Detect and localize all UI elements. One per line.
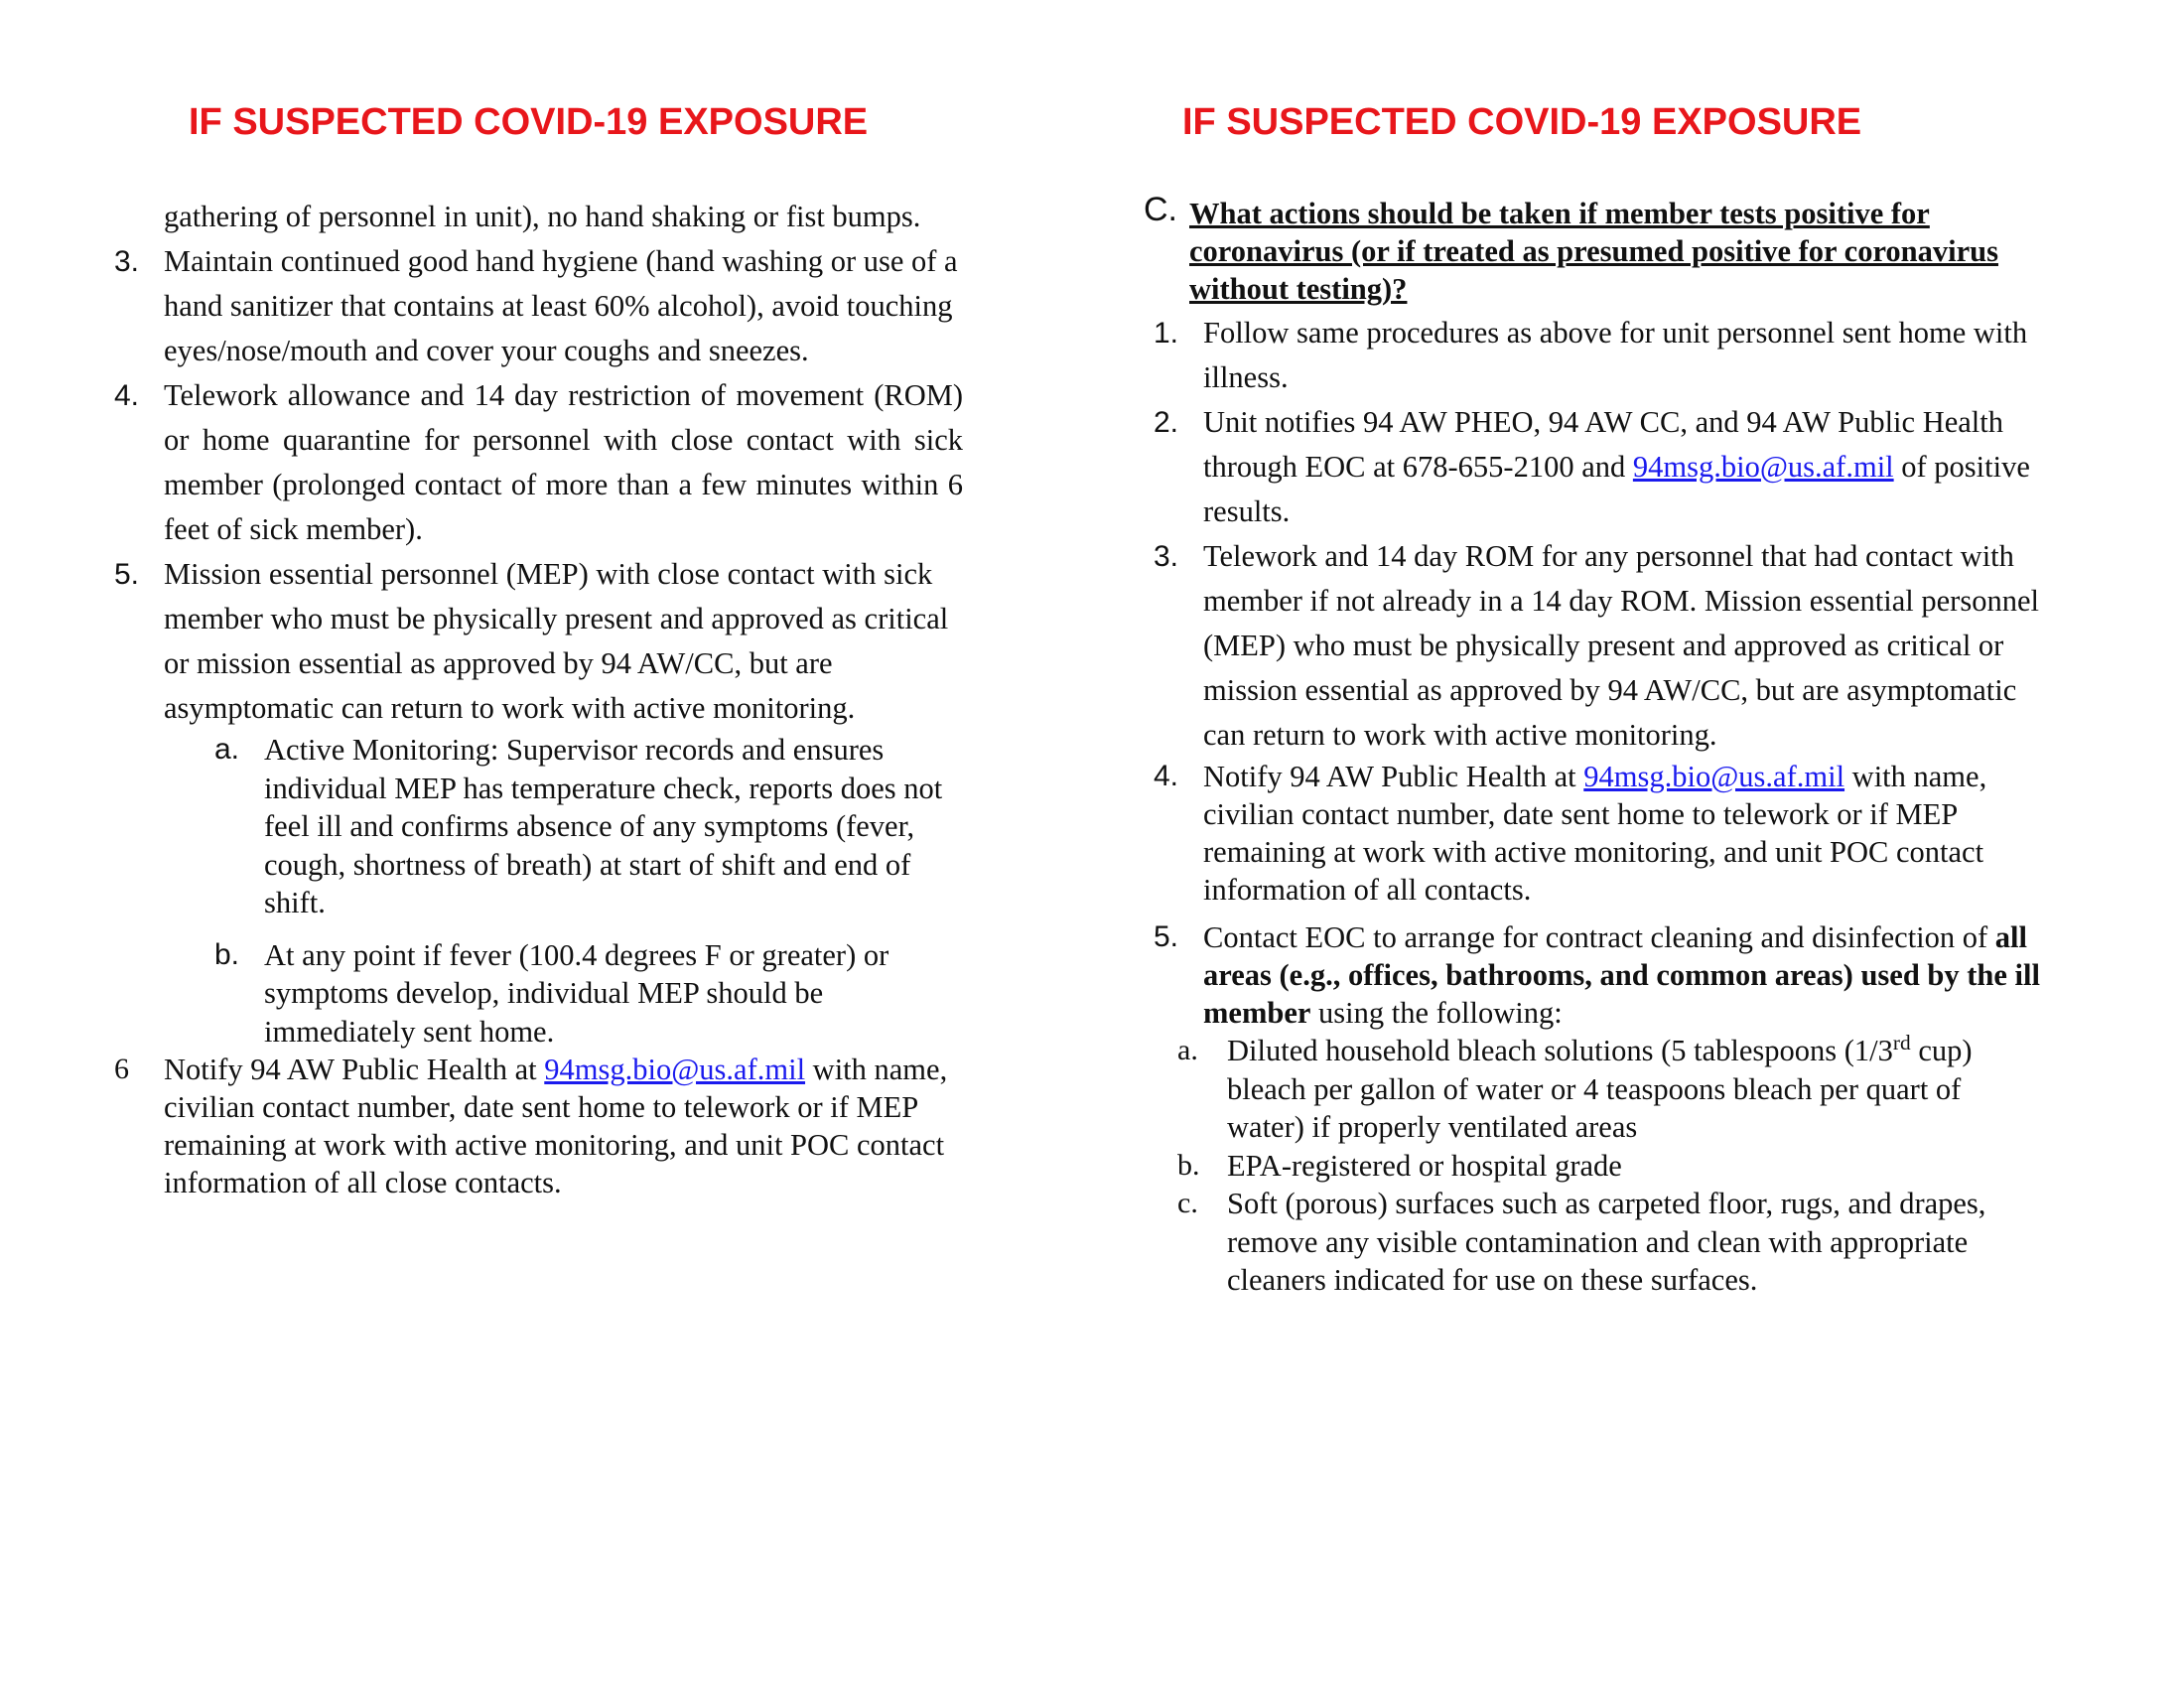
sublist-item-b — [214, 936, 963, 1052]
list-number: 4. — [114, 379, 140, 412]
list-number: 3. — [1154, 540, 1179, 573]
right-list — [1154, 311, 2045, 1300]
list-number: 2. — [1154, 406, 1179, 439]
list-number: 3. — [114, 245, 140, 278]
sublist-letter: c. — [1177, 1187, 1198, 1219]
list-number: 6 — [114, 1053, 129, 1085]
continuation-text-content: gathering of personnel in unit), no hand shaking or fist bumps. — [164, 200, 921, 233]
superscript-rd: rd — [1892, 1030, 1911, 1055]
list-item-text: Follow same procedures as above for unit personnel sent home with illness. — [1203, 316, 2028, 394]
list-number: 5. — [114, 558, 140, 591]
list-item-text: Telework and 14 day ROM for any personnel that had contact with member if not already in a 14 day ROM. Mission essential personnel (MEP) who must be physically present and approved as critical or mission essential as approved by 94 AW/CC, but are asymptomatic can return to work with active monitoring. — [1203, 539, 2039, 752]
sublist-item-text: Soft (porous) surfaces such as carpeted floor, rugs, and drapes, remove any visible contamination and clean with appropriate cleaners indicated for use on these surfaces. — [1227, 1187, 1986, 1297]
email-link[interactable]: 94msg.bio@us.af.mil — [1632, 450, 1894, 484]
sublist-item-text: At any point if fever (100.4 degrees F or greater) or symptoms develop, individual MEP should be immediately sent home. — [264, 937, 889, 1049]
sublist-item-text: Active Monitoring: Supervisor records and ensures individual MEP has temperature check, reports does not feel ill and confirms absence of any symptoms (fever, cough, shortness of breath) at start of shift and end of shift. — [264, 733, 943, 919]
continuation-text — [114, 195, 963, 239]
right-heading: IF SUSPECTED COVID-19 EXPOSURE — [1182, 101, 1862, 143]
list-item-6 — [114, 1051, 963, 1201]
section-c-title — [1142, 191, 2045, 308]
sublist-item-a — [1177, 1032, 2045, 1147]
list-item-text: Telework allowance and 14 day restriction of movement (ROM) or home quarantine for personnel with close contact with sick member (prolonged contact of more than a few minutes within 6 feet of sick member). — [164, 378, 963, 546]
list-item-2 — [1154, 400, 2045, 534]
list-item-3 — [1154, 534, 2045, 758]
sublist-item-text-post: cup) bleach per gallon of water or 4 teaspoons bleach per quart of water) if properly ventilated areas — [1227, 1034, 1973, 1144]
list-item-text-post: of positive results. — [1203, 450, 2030, 528]
list-item-1 — [1154, 311, 2045, 400]
list-item-text-bold: all areas (e.g., offices, bathrooms, and common areas) used by the ill member — [1203, 920, 2040, 1030]
right-sublist — [1177, 1032, 2045, 1300]
list-item-text-post: using the following: — [1318, 996, 1563, 1030]
list-item-text-pre: Unit notifies 94 AW PHEO, 94 AW CC, and 94 AW Public Health through EOC at 678-655-2100 and — [1203, 405, 2003, 484]
list-item-text-pre: Contact EOC to arrange for contract cleaning and disinfection of — [1203, 920, 1988, 954]
sublist-item-text: EPA-registered or hospital grade — [1227, 1148, 1622, 1183]
list-item-text-pre: Notify 94 AW Public Health at — [1203, 760, 1576, 793]
sublist-letter: b. — [214, 937, 240, 971]
left-body — [114, 195, 963, 1201]
sublist-letter: a. — [214, 733, 240, 766]
sublist-letter: a. — [1177, 1034, 1198, 1066]
list-item-text: Mission essential personnel (MEP) with close contact with sick member who must be physically present and approved as critical or mission essential as approved by 94 AW/CC, but are asymptomatic can return to work with active monitoring. — [164, 557, 949, 725]
right-body — [1142, 191, 2045, 1300]
sublist-item-b — [1177, 1147, 2045, 1186]
list-item-4 — [114, 373, 963, 552]
left-sublist — [214, 731, 963, 1051]
list-item-5 — [1154, 918, 2045, 1032]
section-title-text: What actions should be taken if member tests positive for coronavirus (or if treated as presumed positive for coronavirus without testing)? — [1189, 197, 1998, 306]
list-item-text-post: with name, civilian contact number, date sent home to telework or if MEP remaining at work with active monitoring, and unit POC contact information of all close contacts. — [164, 1053, 948, 1199]
list-number: 5. — [1154, 920, 1179, 953]
list-item-text-pre: Notify 94 AW Public Health at — [164, 1053, 537, 1086]
list-item-5 — [114, 552, 963, 731]
list-number: 4. — [1154, 760, 1179, 792]
section-letter: C. — [1144, 191, 1177, 228]
list-number: 1. — [1154, 317, 1179, 350]
sublist-item-c — [1177, 1185, 2045, 1300]
list-item-text-post: with name, civilian contact number, date sent home to telework or if MEP remaining at work with active monitoring, and unit POC contact information of all contacts. — [1203, 760, 1987, 907]
email-link[interactable]: 94msg.bio@us.af.mil — [544, 1053, 806, 1086]
sublist-item-a — [214, 731, 963, 922]
sublist-item-text-pre: Diluted household bleach solutions (5 tablespoons (1/3 — [1227, 1034, 1893, 1067]
email-link[interactable]: 94msg.bio@us.af.mil — [1583, 760, 1845, 793]
list-item-4 — [1154, 758, 2045, 909]
left-heading: IF SUSPECTED COVID-19 EXPOSURE — [189, 101, 869, 143]
list-item-3 — [114, 239, 963, 373]
list-item-text: Maintain continued good hand hygiene (hand washing or use of a hand sanitizer that contains at least 60% alcohol), avoid touching eyes/nose/mouth and cover your coughs and sneezes. — [164, 244, 958, 367]
sublist-letter: b. — [1177, 1148, 1200, 1182]
